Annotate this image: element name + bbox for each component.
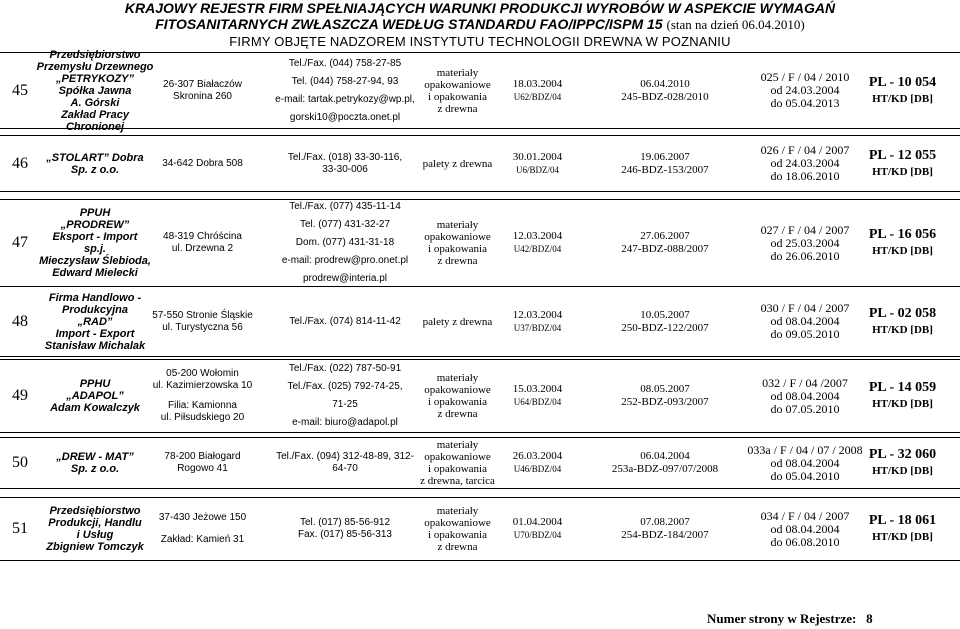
- valid-line: od 25.03.2004: [770, 235, 840, 250]
- cell-contact: [265, 287, 425, 356]
- row-number: 48: [12, 312, 28, 330]
- material-line: z drewna, tarcica: [420, 475, 495, 487]
- valid-line: do 26.06.2010: [770, 248, 840, 263]
- contact-line: 71-25: [332, 399, 358, 410]
- page-number-label: Numer strony w Rejestrze:: [707, 611, 857, 626]
- address-line: ul. Drzewna 2: [171, 243, 234, 254]
- table-row: [0, 497, 960, 561]
- contact-line: Tel. (044) 758-27-94, 93: [291, 75, 399, 87]
- address-line: Skronina 260: [173, 90, 232, 102]
- firm-line: PPHU: [79, 378, 111, 390]
- firm-line: Spółka Jawna: [58, 84, 132, 97]
- registration-number: PL - 14 059: [868, 380, 937, 395]
- table-row: [0, 48, 960, 133]
- decision-date: 07.08.2007: [640, 516, 690, 528]
- firm-line: Edward Mielecki: [52, 267, 138, 279]
- cell-firm: [40, 287, 150, 356]
- contact-line: Tel./Fax. (077) 435-11-14: [289, 201, 401, 212]
- contact-line: Tel. (017) 85-56-912: [299, 517, 391, 528]
- contact-line: e-mail: prodrew@pro.onet.pl: [281, 255, 409, 266]
- contact-line: Tel. (077) 431-32-27: [299, 219, 391, 230]
- cell-pl: [845, 200, 960, 286]
- decision-date: 06.04.2004: [640, 450, 690, 462]
- registration-number: PL - 12 055: [868, 147, 937, 163]
- page-number-value: 8: [866, 611, 873, 626]
- entry-code: U6/BDZ/04: [515, 164, 559, 175]
- valid-line: do 09.05.2010: [770, 327, 840, 341]
- firm-line: Zbigniew Tomczyk: [46, 541, 144, 553]
- contact-line: Tel./Fax. (025) 792-74-25,: [287, 381, 403, 392]
- cell-contact: [265, 360, 425, 432]
- valid-line: do 18.06.2010: [770, 169, 840, 183]
- cell-date2: [585, 53, 745, 128]
- row-number: 51: [12, 520, 28, 537]
- cell-material: [415, 360, 500, 432]
- cell-num: [0, 136, 40, 191]
- cell-firm: [40, 136, 150, 191]
- valid-line: od 08.04.2004: [770, 521, 840, 536]
- treatment-code: HT/KD [DB]: [872, 398, 933, 410]
- table-row: [0, 359, 960, 433]
- material-line: i opakowania: [428, 463, 487, 475]
- address-line: 26-307 Białaczów: [163, 78, 242, 90]
- entry-code: U64/BDZ/04: [513, 397, 562, 407]
- cell-date1: [500, 498, 575, 560]
- firm-line: A. Górski: [70, 96, 120, 109]
- entry-code: U46/BDZ/04: [513, 464, 562, 474]
- cell-contact: [265, 136, 425, 191]
- table-row: [0, 199, 960, 287]
- material-line: palety z drewna: [422, 315, 493, 328]
- cell-num: [0, 287, 40, 356]
- entry-code: U62/BDZ/04: [513, 91, 562, 102]
- address-line: 57-550 Stronie Śląskie: [152, 309, 253, 321]
- address-line: 78-200 Białogard: [164, 451, 241, 462]
- address-line: Filia: Kamionna: [168, 400, 237, 411]
- contact-line: Tel./Fax. (022) 787-50-91: [288, 363, 402, 374]
- firm-line: „ADAPOL”: [66, 390, 124, 402]
- firm-line: „DREW - MAT”: [56, 451, 134, 463]
- cell-date2: [585, 360, 745, 432]
- material-line: i opakowania: [428, 396, 487, 408]
- material-line: materiały: [436, 439, 479, 451]
- cell-material: [415, 53, 500, 128]
- firm-line: PPUH: [79, 207, 111, 219]
- cell-pl: [845, 498, 960, 560]
- cell-material: [415, 498, 500, 560]
- address-line: ul. Turystyczna 56: [162, 321, 243, 333]
- cell-pl: [845, 53, 960, 128]
- firm-line: Eksport - Import: [52, 231, 138, 243]
- cell-contact: [265, 498, 425, 560]
- cell-material: [415, 438, 500, 488]
- contact-line: Tel./Fax. (094) 312-48-89, 312-: [276, 451, 414, 462]
- firm-line: „RAD”: [77, 315, 113, 328]
- row-number: 47: [12, 234, 28, 251]
- cell-firm: [40, 200, 150, 286]
- valid-line: od 08.04.2004: [770, 455, 840, 470]
- decision-date: 10.05.2007: [640, 308, 690, 321]
- contact-line: 33-30-006: [322, 163, 368, 175]
- cell-date1: [500, 136, 575, 191]
- decision-code: 252-BDZ-093/2007: [621, 396, 709, 408]
- firm-line: Przemysłu Drzewnego: [36, 60, 154, 73]
- address-line: ul. Kazimierzowska 10: [152, 380, 253, 391]
- material-line: opakowaniowe: [424, 231, 491, 243]
- material-line: z drewna: [437, 408, 478, 420]
- cell-address: [150, 287, 255, 356]
- material-line: materiały: [436, 505, 479, 517]
- row-number: 46: [12, 154, 28, 172]
- register-status-date: (stan na dzień 06.04.2010): [666, 17, 805, 32]
- material-line: opakowaniowe: [424, 78, 491, 91]
- valid-line: do 05.04.2013: [770, 96, 840, 110]
- entry-date: 30.01.2004: [512, 150, 563, 163]
- material-line: opakowaniowe: [424, 517, 491, 529]
- entry-date: 26.03.2004: [512, 450, 563, 462]
- cell-address: [150, 498, 255, 560]
- cell-num: [0, 498, 40, 560]
- address-line: Zakład: Kamień 31: [160, 534, 245, 545]
- cell-material: [415, 136, 500, 191]
- cell-date1: [500, 200, 575, 286]
- firm-line: „STOLART” Dobra: [46, 151, 144, 164]
- decision-date: 19.06.2007: [640, 150, 690, 163]
- contact-line: Tel./Fax. (074) 814-11-42: [289, 315, 401, 327]
- treatment-code: HT/KD [DB]: [872, 92, 933, 105]
- decision-code: 247-BDZ-088/2007: [621, 243, 709, 255]
- firm-line: Produkcyjna: [61, 303, 129, 316]
- valid-line: 026 / F / 04 / 2007: [760, 143, 850, 157]
- contact-line: Tel./Fax. (018) 33-30-116,: [287, 151, 403, 163]
- valid-line: 032 / F / 04 /2007: [762, 375, 848, 390]
- firm-line: Produkcji, Handlu: [48, 517, 142, 529]
- table-row: [0, 437, 960, 489]
- cell-date1: [500, 438, 575, 488]
- cell-address: [150, 200, 255, 286]
- table-row: [0, 135, 960, 192]
- row-number: 50: [12, 454, 28, 471]
- decision-code: 250-BDZ-122/2007: [621, 321, 709, 334]
- page-number-footer: [707, 611, 873, 627]
- entry-code: U42/BDZ/04: [513, 244, 562, 254]
- valid-line: do 05.04.2010: [770, 468, 840, 483]
- firm-line: „PRODREW”: [60, 219, 130, 231]
- firm-line: „PETRYKOZY”: [55, 72, 135, 85]
- material-line: materiały: [436, 372, 479, 384]
- table-row: [0, 286, 960, 357]
- treatment-code: HT/KD [DB]: [872, 323, 933, 336]
- material-line: opakowaniowe: [424, 384, 491, 396]
- cell-contact: [265, 200, 425, 286]
- cell-material: [415, 200, 500, 286]
- register-title-standard: FITOSANITARNYCH ZWŁASZCZA WEDŁUG STANDARDU FAO/IPPC/ISPM 15: [155, 16, 663, 32]
- contact-line: 64-70: [332, 463, 358, 474]
- valid-line: 025 / F / 04 / 2010: [760, 70, 850, 84]
- firm-line: Przedsiębiorstwo: [49, 505, 141, 517]
- cell-date1: [500, 287, 575, 356]
- contact-line: Tel./Fax. (044) 758-27-85: [288, 57, 402, 69]
- material-line: i opakowania: [428, 243, 487, 255]
- decision-code: 253a-BDZ-097/07/2008: [611, 463, 719, 475]
- cell-pl: [845, 360, 960, 432]
- valid-line: od 24.03.2004: [770, 156, 840, 170]
- address-line: 37-430 Jeżowe 150: [158, 512, 247, 523]
- firm-line: sp.j.: [83, 243, 106, 255]
- contact-line: gorski10@poczta.onet.pl: [289, 111, 401, 123]
- material-line: z drewna: [437, 255, 478, 267]
- address-line: ul. Piłsudskiego 20: [160, 412, 245, 423]
- firm-line: Przedsiębiorstwo: [49, 48, 141, 61]
- cell-date2: [585, 498, 745, 560]
- valid-line: do 06.08.2010: [770, 534, 840, 549]
- contact-line: e-mail: biuro@adapol.pl: [292, 417, 398, 428]
- valid-line: do 07.05.2010: [770, 401, 840, 416]
- firm-line: Firma Handlowo -: [48, 291, 142, 304]
- valid-line: od 08.04.2004: [770, 314, 840, 328]
- material-line: i opakowania: [428, 90, 487, 103]
- material-line: palety z drewna: [422, 157, 493, 170]
- material-line: z drewna: [437, 102, 478, 115]
- cell-num: [0, 438, 40, 488]
- decision-code: 246-BDZ-153/2007: [621, 163, 709, 176]
- material-line: opakowaniowe: [424, 451, 491, 463]
- cell-contact: [265, 438, 425, 488]
- cell-date1: [500, 360, 575, 432]
- cell-address: [150, 136, 255, 191]
- material-line: materiały: [436, 66, 479, 79]
- entry-code: U37/BDZ/04: [513, 322, 562, 333]
- cell-date2: [585, 200, 745, 286]
- register-title-line1: KRAJOWY REJESTR FIRM SPEŁNIAJĄCYCH WARUNKI PRODUKCJI WYROBÓW W ASPEKCIE WYMAGAŃ: [124, 0, 836, 16]
- address-line: 05-200 Wołomin: [166, 368, 239, 379]
- entry-date: 18.03.2004: [512, 77, 563, 90]
- firm-line: Sp. z o.o.: [70, 163, 120, 176]
- material-line: i opakowania: [428, 529, 487, 541]
- registration-number: PL - 18 061: [868, 513, 937, 528]
- entry-code: U70/BDZ/04: [513, 530, 562, 540]
- decision-date: 27.06.2007: [640, 230, 690, 242]
- entry-date: 12.03.2004: [512, 308, 563, 321]
- address-line: 48-319 Chróścina: [163, 231, 242, 242]
- firm-line: Stanisław Michalak: [44, 339, 146, 352]
- register-subtitle: FIRMY OBJĘTE NADZOREM INSTYTUTU TECHNOLOGII DREWNA W POZNANIU: [229, 34, 731, 49]
- cell-address: [150, 53, 255, 128]
- cell-pl: [845, 287, 960, 356]
- decision-code: 254-BDZ-184/2007: [621, 529, 709, 541]
- firm-line: Sp. z o.o.: [70, 463, 120, 475]
- valid-line: od 08.04.2004: [770, 388, 840, 403]
- entry-date: 01.04.2004: [512, 516, 563, 528]
- firm-line: Adam Kowalczyk: [50, 402, 140, 414]
- decision-date: 06.04.2010: [640, 77, 690, 90]
- material-line: materiały: [436, 219, 479, 231]
- cell-contact: [265, 53, 425, 128]
- cell-firm: [40, 438, 150, 488]
- contact-line: e-mail: tartak.petrykozy@wp.pl,: [275, 93, 415, 105]
- address-line: Rogowo 41: [177, 463, 228, 474]
- firm-line: i Usług: [76, 529, 114, 541]
- address-line: 34-642 Dobra 508: [162, 157, 243, 169]
- cell-num: [0, 200, 40, 286]
- treatment-code: HT/KD [DB]: [872, 165, 933, 178]
- valid-line: od 24.03.2004: [770, 83, 840, 97]
- cell-address: [150, 438, 255, 488]
- treatment-code: HT/KD [DB]: [872, 465, 933, 477]
- contact-line: Fax. (017) 85-56-313: [298, 529, 392, 540]
- cell-firm: [36, 48, 154, 133]
- cell-date1: [500, 53, 575, 128]
- cell-material: [415, 287, 500, 356]
- registration-number: PL - 16 056: [868, 227, 937, 242]
- valid-line: 030 / F / 04 / 2007: [760, 301, 850, 315]
- cell-address: [150, 360, 255, 432]
- material-line: z drewna: [437, 541, 478, 553]
- cell-date2: [585, 287, 745, 356]
- cell-firm: [40, 498, 150, 560]
- firm-line: Zakład Pracy: [61, 108, 129, 121]
- decision-date: 08.05.2007: [640, 383, 690, 395]
- valid-line: 033a / F / 04 / 07 / 2008: [747, 442, 863, 457]
- registration-number: PL - 32 060: [868, 447, 937, 462]
- firm-line: Mieczysław Ślebioda,: [39, 255, 151, 267]
- cell-firm: [40, 360, 150, 432]
- cell-date2: [585, 438, 745, 488]
- cell-num: [0, 53, 40, 128]
- registration-number: PL - 10 054: [868, 74, 937, 90]
- row-number: 45: [12, 81, 28, 99]
- cell-num: [0, 360, 40, 432]
- valid-line: 027 / F / 04 / 2007: [760, 222, 850, 237]
- entry-date: 12.03.2004: [512, 230, 563, 242]
- contact-line: Dom. (077) 431-31-18: [295, 237, 395, 248]
- registration-number: PL - 02 058: [868, 305, 937, 321]
- cell-pl: [845, 438, 960, 488]
- treatment-code: HT/KD [DB]: [872, 245, 933, 257]
- entry-date: 15.03.2004: [512, 383, 563, 395]
- row-number: 49: [12, 387, 28, 404]
- cell-date2: [585, 136, 745, 191]
- cell-pl: [845, 136, 960, 191]
- treatment-code: HT/KD [DB]: [872, 531, 933, 543]
- decision-code: 245-BDZ-028/2010: [621, 90, 709, 103]
- contact-line: prodrew@interia.pl: [302, 273, 388, 284]
- valid-line: 034 / F / 04 / 2007: [760, 508, 850, 523]
- register-title-line2: [0, 16, 960, 33]
- firm-line: Chronionej: [65, 120, 125, 133]
- firm-line: Import - Export: [55, 327, 135, 340]
